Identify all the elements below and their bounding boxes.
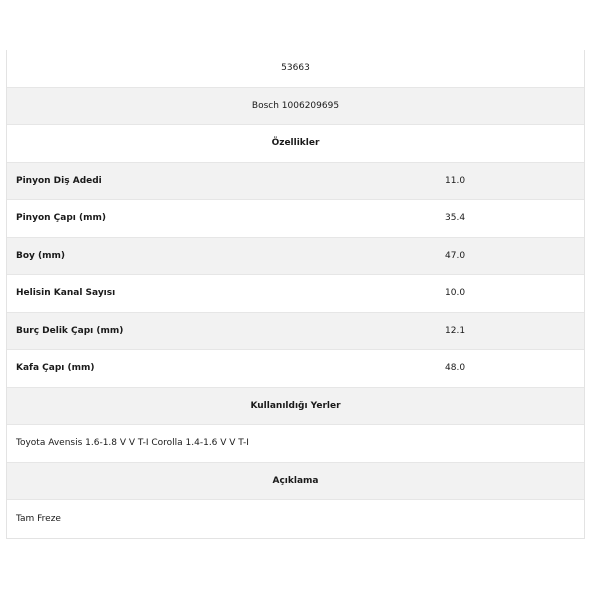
description-text: Tam Freze <box>16 513 61 524</box>
feature-value: 10.0 <box>445 288 466 299</box>
feature-label: Burç Delik Çapı (mm) <box>16 325 124 336</box>
feature-value: 11.0 <box>445 175 466 186</box>
feature-value: 12.1 <box>445 325 466 336</box>
feature-label: Pinyon Diş Adedi <box>16 175 102 186</box>
feature-label: Helisin Kanal Sayısı <box>16 288 116 299</box>
features-title: Özellikler <box>271 138 320 149</box>
feature-value: 47.0 <box>445 250 466 261</box>
feature-label: Kafa Çapı (mm) <box>16 363 95 374</box>
product-code: 53663 <box>281 63 310 74</box>
feature-value: 48.0 <box>445 363 466 374</box>
feature-row <box>7 163 584 201</box>
reference-row <box>7 88 584 126</box>
product-code-row <box>7 50 584 88</box>
feature-row <box>7 350 584 388</box>
feature-row <box>7 200 584 238</box>
product-details-table <box>6 50 585 539</box>
description-heading <box>7 463 584 501</box>
features-heading <box>7 125 584 163</box>
description-title: Açıklama <box>272 475 319 486</box>
feature-row <box>7 313 584 351</box>
description-row <box>7 500 584 538</box>
usage-text: Toyota Avensis 1.6-1.8 V V T-I Corolla 1.4-1.6 V V T-I <box>16 438 249 449</box>
feature-value: 35.4 <box>445 213 466 224</box>
usage-row <box>7 425 584 463</box>
usage-heading <box>7 388 584 426</box>
feature-label: Boy (mm) <box>16 250 66 261</box>
reference-code: Bosch 1006209695 <box>251 100 340 111</box>
feature-row <box>7 238 584 276</box>
feature-row <box>7 275 584 313</box>
feature-label: Pinyon Çapı (mm) <box>16 213 106 224</box>
usage-title: Kullanıldığı Yerler <box>250 400 341 411</box>
